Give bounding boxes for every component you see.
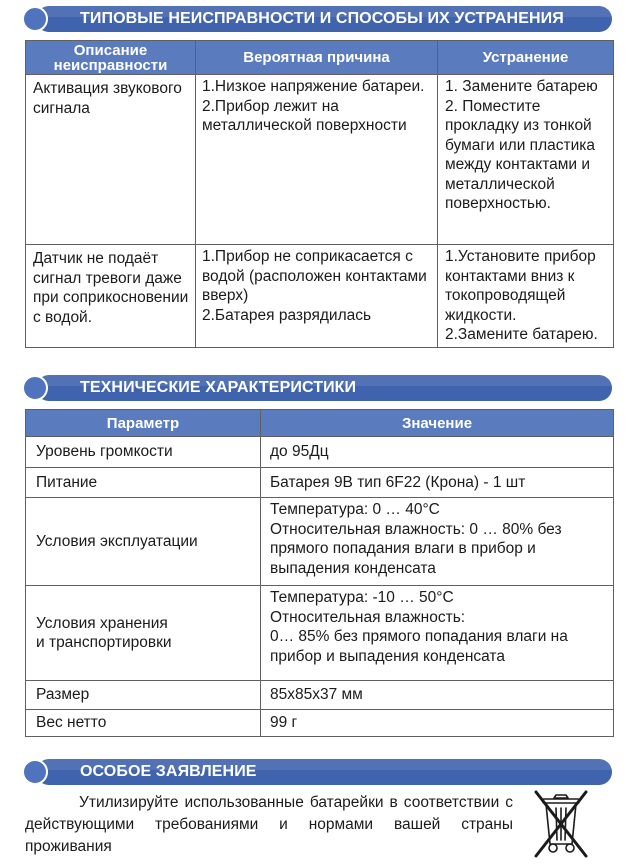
value-line: 0… 85% без прямого попадания влаги на прибор и выпадения конденсата (270, 628, 568, 665)
param-cell: Условия эксплуатации (26, 498, 261, 586)
fault-cause-cell (196, 75, 438, 245)
fault-cause-cell (196, 245, 438, 348)
bullet-circle-icon (22, 375, 48, 401)
fault-description: Активация звукового сигнала (33, 80, 182, 117)
fault-description: Датчик не подаёт сигнал тревоги даже при соприкосновении с водой. (33, 250, 189, 326)
column-header-parameter: Параметр (26, 410, 261, 437)
param-line: и транспортировки (36, 634, 172, 651)
table-row (26, 75, 614, 245)
table-row (26, 245, 614, 348)
table-row (26, 710, 614, 737)
column-header-fix: Устранение (438, 41, 614, 75)
column-header-cause: Вероятная причина (196, 41, 438, 75)
cause-line: 2.Прибор лежит на металлической поверхности (202, 97, 407, 134)
disposal-statement: Утилизируйте использованные батарейки в соответствии с действующими требованиями и нормами вашей страны проживания (25, 794, 513, 855)
column-header-value: Значение (261, 410, 614, 437)
fault-description-cell (26, 245, 196, 348)
specs-table (25, 409, 614, 737)
value-cell (261, 498, 614, 586)
cause-line: 1.Низкое напряжение батареи. (202, 78, 425, 95)
fault-fix-cell (438, 75, 614, 245)
param-cell: Размер (26, 681, 261, 710)
param-cell (26, 586, 261, 681)
crossed-out-wheelie-bin-icon (530, 786, 592, 860)
section-title-statement: ОСОБОЕ ЗАЯВЛЕНИЕ (80, 763, 257, 780)
section-header-specs (22, 375, 612, 401)
bullet-circle-icon (22, 6, 48, 32)
fault-fix-cell (438, 245, 614, 348)
param-cell: Уровень громкости (26, 437, 261, 468)
section-title-faults: ТИПОВЫЕ НЕИСПРАВНОСТИ И СПОСОБЫ ИХ УСТРАНЕНИЯ (80, 10, 564, 27)
section-header-statement (22, 759, 612, 785)
param-cell: Вес нетто (26, 710, 261, 737)
table-row (26, 437, 614, 468)
cause-line: 1.Прибор не соприкасается с водой (расположен контактами вверх) (202, 248, 427, 304)
fix-line: 2.Замените батарею. (445, 326, 598, 343)
value-cell (261, 586, 614, 681)
value-cell: Батарея 9В тип 6F22 (Крона) - 1 шт (261, 468, 614, 498)
param-line: Условия хранения (36, 614, 168, 632)
bullet-circle-icon (22, 759, 48, 785)
section-header-faults (22, 6, 612, 32)
table-row (26, 681, 614, 710)
fault-description-cell (26, 75, 196, 245)
value-cell: 85x85x37 мм (261, 681, 614, 710)
cause-line: 2.Батарея разрядилась (202, 306, 372, 324)
section-title-specs: ТЕХНИЧЕСКИЕ ХАРАКТЕРИСТИКИ (80, 379, 357, 396)
column-header-description: Описание неисправности (26, 41, 196, 75)
value-line: Относительная влажность: (270, 608, 466, 626)
fix-line: 1.Установите прибор контактами вниз к токопроводящей жидкости. (445, 248, 596, 324)
fix-line: 1. Замените батарею (445, 78, 598, 95)
value-cell: 99 г (261, 710, 614, 737)
value-line: Температура: -10 … 50°C (270, 589, 454, 606)
param-cell: Питание (26, 468, 261, 498)
fix-line: 2. Поместите прокладку из тонкой бумаги или пластика между контактами и металлической поверхностью. (445, 97, 595, 212)
value-cell: до 95Дц (261, 437, 614, 468)
table-row (26, 498, 614, 586)
table-row (26, 468, 614, 498)
value-line: Относительная влажность: 0 … 80% без прямого попадания влаги в прибор и выпадения конденсата (270, 520, 562, 577)
value-line: Температура: 0 … 40°C (270, 501, 440, 518)
table-row (26, 586, 614, 681)
faults-table (25, 40, 614, 348)
